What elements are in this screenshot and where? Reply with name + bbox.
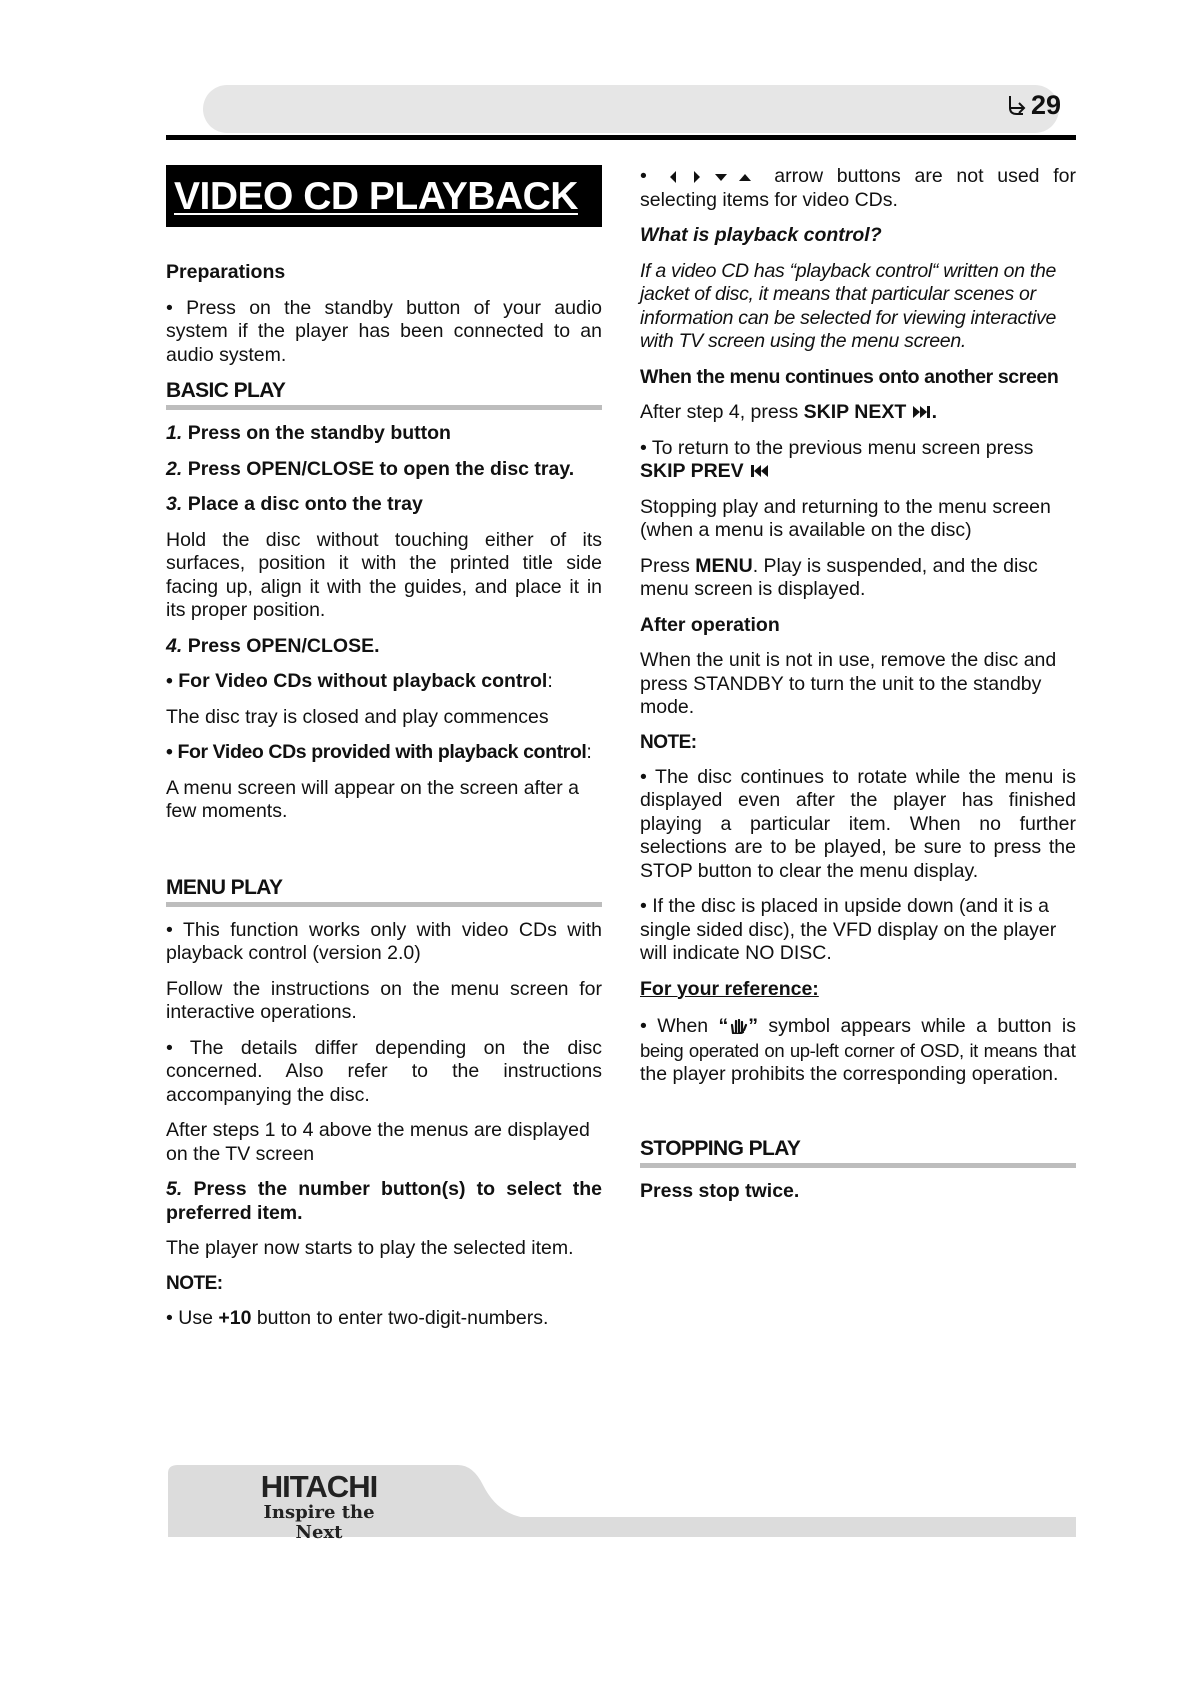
menu-play-heading: MENU PLAY <box>166 876 602 907</box>
header-rule <box>166 135 1076 140</box>
stopping-play-text: Press stop twice. <box>640 1179 800 1202</box>
right-arrow-icon <box>691 170 703 184</box>
menu-para-4: After steps 1 to 4 above the menus are displayed on the TV screen <box>166 1119 590 1165</box>
right-note-label: NOTE: <box>640 731 697 753</box>
stopping-menu-text: Stopping play and returning to the menu screen (when a menu is available on the disc) <box>640 495 1051 541</box>
basic-play-heading: BASIC PLAY <box>166 379 602 410</box>
left-column <box>166 165 602 1342</box>
after-operation-text: When the unit is not in use, remove the disc and press STANDBY to turn the unit to the standby mode. <box>640 649 1057 718</box>
note-2: • If the disc is placed in upside down (and it is a single sided disc), the VFD display on the player will indicate NO DISC. <box>640 895 1057 964</box>
after-operation-heading: After operation <box>640 613 780 636</box>
page-title: VIDEO CD PLAYBACK <box>166 165 602 227</box>
no-pbc-label: • For Video CDs without playback control: <box>166 670 553 692</box>
right-column <box>640 165 1076 1215</box>
step-3-body: Hold the disc without touching either of its surfaces, position it with the printed title side facing up, align it with the guides, and place it in its proper position. <box>166 528 602 621</box>
no-pbc-text: The disc tray is closed and play commences <box>166 705 549 728</box>
step-1: 1. Press on the standby button <box>166 422 451 444</box>
note-label: NOTE: <box>166 1272 223 1294</box>
preparations-heading: Preparations <box>166 261 286 283</box>
pbc-answer: If a video CD has “playback control“ written on the jacket of disc, it means that particular scenes or information can be selected for viewing interactive with TV screen using the menu screen. <box>640 259 1057 352</box>
step-3: 3. Place a disc onto the tray <box>166 493 423 515</box>
step-4: 4. Press OPEN/CLOSE. <box>166 634 380 657</box>
menu-para-1: • This function works only with video CDs with playback control (version 2.0) <box>166 918 602 964</box>
press-menu-text: Press MENU. Play is suspended, and the disc menu screen is displayed. <box>640 554 1038 600</box>
stopping-play-heading: STOPPING PLAY <box>640 1137 1076 1168</box>
menu-para-3: • The details differ depending on the disc concerned. Also refer to the instructions accompanying the disc. <box>166 1036 602 1106</box>
reference-text: • When “ ” symbol appears while a button is being operated on up-left corner of OSD, it means that the player prohibits the corresponding operation. <box>640 1015 1076 1085</box>
menu-continues-heading: When the menu continues onto another screen <box>640 365 1059 388</box>
brand-tagline: Inspire the Next <box>263 1502 375 1543</box>
note-1: • The disc continues to rotate while the menu is displayed even after the player has finished playing a particular item. When no further selections are to be played, be sure to press the STOP button to clear the menu display. <box>640 765 1076 882</box>
left-arrow-icon <box>667 170 679 184</box>
pbc-label: • For Video CDs provided with playback control: <box>166 741 592 763</box>
reference-heading: For your reference: <box>640 977 819 1000</box>
step-2: 2. Press OPEN/CLOSE to open the disc tray. <box>166 457 575 480</box>
step-5-body: The player now starts to play the selected item. <box>166 1237 574 1259</box>
brand-name: HITACHI <box>260 1469 378 1504</box>
page-number <box>1007 90 1061 121</box>
hand-pointer-icon <box>1007 94 1029 118</box>
down-arrow-icon <box>715 170 727 184</box>
skip-next-icon <box>912 404 932 420</box>
note-text: • Use +10 button to enter two-digit-numbers. <box>166 1306 549 1329</box>
pbc-question: What is playback control? <box>640 224 882 246</box>
after-step-4: After step 4, press SKIP NEXT . <box>640 401 938 423</box>
arrow-icons <box>667 170 751 184</box>
pbc-text: A menu screen will appear on the screen after a few moments. <box>166 776 579 822</box>
step-5: 5. Press the number button(s) to select the preferred item. <box>166 1178 603 1224</box>
page-number-text: 29 <box>1030 90 1061 120</box>
return-previous-menu: • To return to the previous menu screen press SKIP PREV <box>640 436 1034 482</box>
menu-para-2: Follow the instructions on the menu screen for interactive operations. <box>166 977 602 1023</box>
arrow-buttons-note: • arrow buttons are not used for selecting items for video CDs. <box>640 165 1076 211</box>
up-arrow-icon <box>739 170 751 184</box>
prohibited-hand-icon <box>728 1018 748 1034</box>
preparations-text: • Press on the standby button of your audio system if the player has been connected to an audio system. <box>166 296 602 366</box>
header-bar <box>203 85 1059 133</box>
brand-logo <box>238 1471 400 1543</box>
skip-prev-icon <box>749 463 769 479</box>
